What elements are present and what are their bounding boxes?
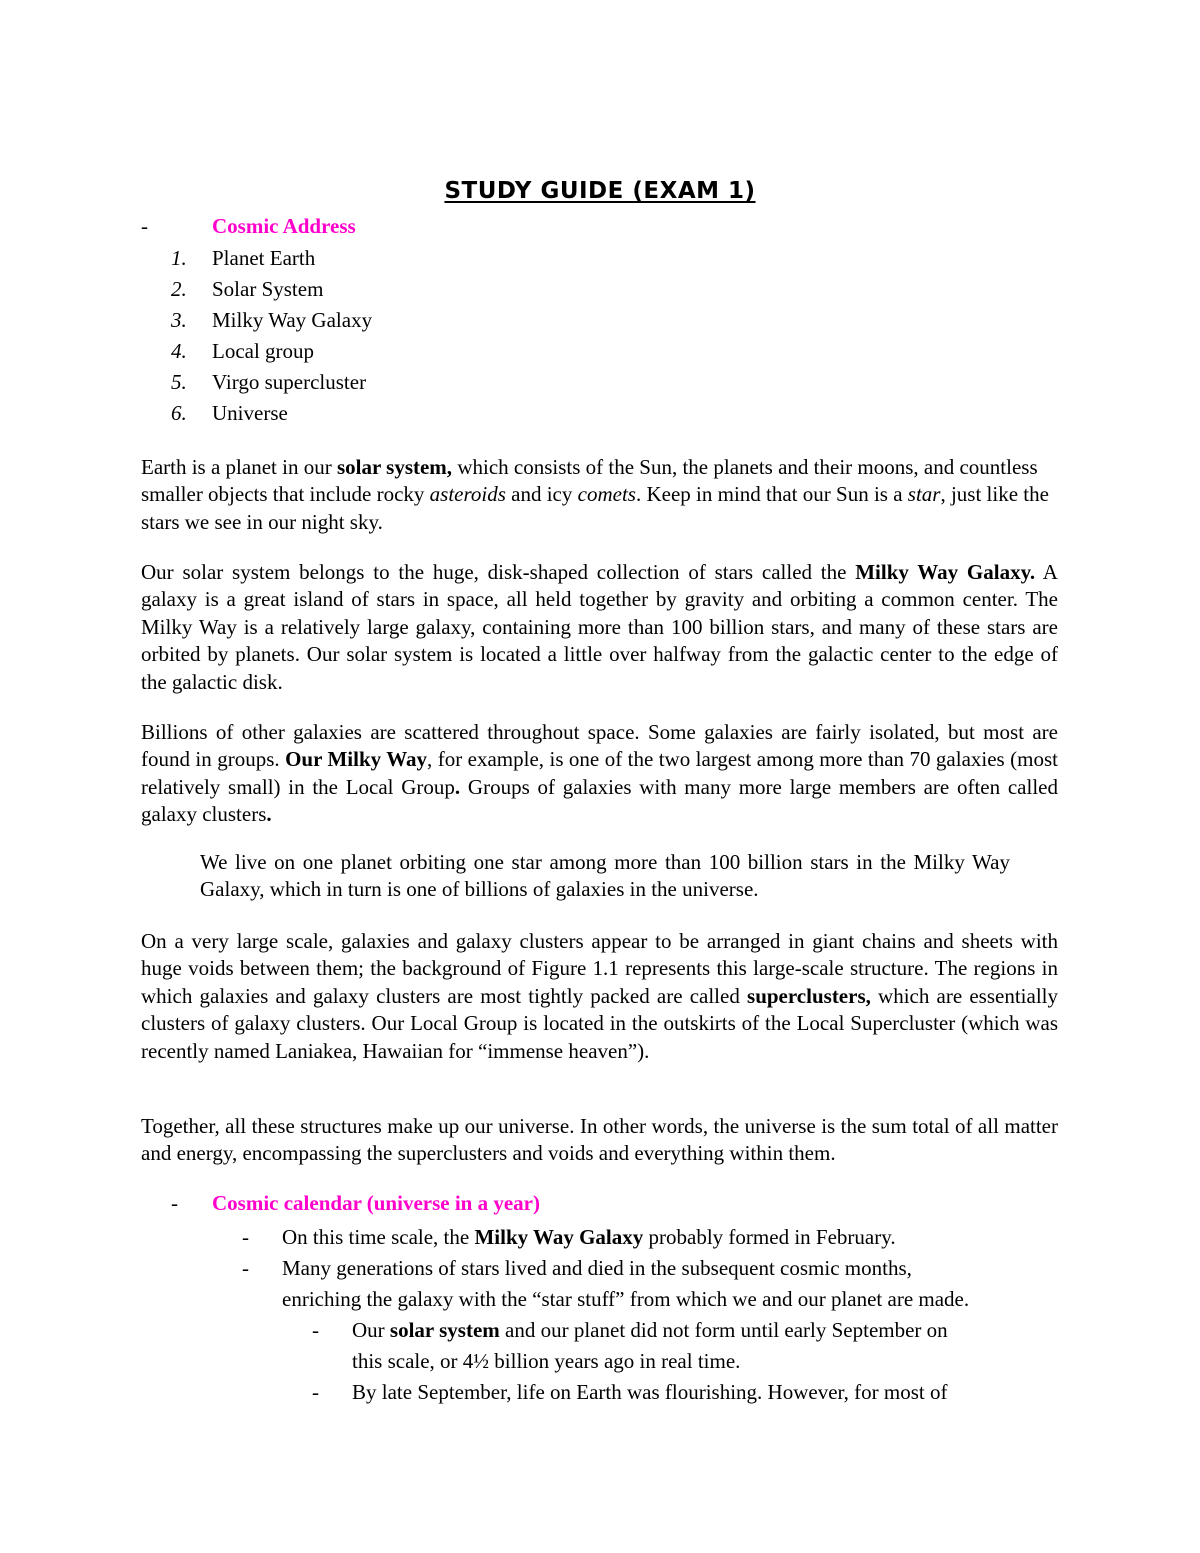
list-item [171,243,372,274]
block-quote: We live on one planet orbiting one star among more than 100 billion stars in the Milky Way Galaxy, which in turn is one of billions of galaxies in the universe. [200,850,1010,902]
section-heading-cosmic-address [141,214,356,239]
bold-term: . [266,802,272,827]
list-number: 2. [171,277,187,301]
text-run: Our [352,1318,390,1342]
text-run: A galaxy is a great island of stars in space, all held together by gravity and orbiting a common center. The Milky Way is a relatively large galaxy, containing more than 100 billion stars, and many of these stars are orbited by planets. Our solar system is located a little over halfway from the galactic center to the edge of the galactic disk. [141,560,1058,694]
list-number: 4. [171,339,187,363]
paragraph-superclusters [141,928,1058,1065]
list-number: 1. [171,246,187,270]
list-number: 3. [171,308,187,332]
text-run: enriching the galaxy with the “star stuff” from which we and our planet are made. [282,1286,970,1311]
text-run: Billions of other galaxies are scattered throughout space. Some galaxies are fairly isolated, but most are found in groups. [141,720,1058,772]
text-run: probably formed in February. [643,1225,896,1249]
text-run: Many generations of stars lived and died in the subsequent cosmic months, [282,1256,912,1280]
cosmic-address-list [171,243,372,429]
text-run: which consists of the Sun, the planets and their moons, and countless smaller objects that include rocky [141,455,1038,507]
text-run: and icy [505,482,578,507]
dash-marker: - [312,1380,319,1404]
list-item [171,274,372,305]
bold-term: Our Milky Way [285,747,428,772]
paragraph-milky-way [141,559,1058,696]
list-item [171,367,372,398]
list-item [171,305,372,336]
text-run: and our planet did not form until early September on [499,1318,948,1342]
list-item-label: Planet Earth [212,246,316,270]
paragraph-galaxies [141,719,1058,829]
paragraph-universe: Together, all these structures make up our universe. In other words, the universe is the sum total of all matter and energy, encompassing the superclusters and voids and everything within them. [141,1114,1058,1166]
section-heading-label: Cosmic Address [212,214,356,238]
list-number: 6. [171,401,187,425]
list-item-label: Local group [212,339,315,363]
section-heading-cosmic-calendar [171,1191,540,1216]
dash-marker: - [171,1191,178,1215]
list-item-label: Milky Way Galaxy [212,308,373,332]
text-run: , for example, is one of the two largest among more than 70 galaxies (most relatively small) in the Local Group [141,747,1058,799]
list-item [171,398,372,429]
dash-marker: - [242,1225,249,1249]
italic-term: asteroids [429,482,506,507]
page-title: STUDY GUIDE (EXAM 1) [444,178,756,204]
dash-marker: - [141,214,148,238]
text-run: Our solar system belongs to the huge, disk-shaped collection of stars called the [141,560,856,584]
paragraph-solar-system [141,454,1058,536]
list-item-label: Solar System [212,277,324,301]
text-run: this scale, or 4½ billion years ago in real time. [352,1348,741,1373]
text-run: Earth is a planet in our [141,455,337,479]
list-item-label: Virgo supercluster [212,370,367,394]
italic-term: comets [577,482,636,507]
list-number: 5. [171,370,187,394]
bullet-life-flourishing [312,1377,948,1408]
bullet-star-generations [242,1253,969,1314]
section-heading-label: Cosmic calendar (universe in a year) [212,1191,540,1215]
text-run: By late September, life on Earth was flourishing. However, for most of [352,1380,948,1404]
dash-marker: - [312,1318,319,1342]
bullet-solar-system-formed [312,1315,948,1376]
bold-term: Milky Way Galaxy. [855,560,1036,584]
list-item-label: Universe [212,401,288,425]
list-item [171,336,372,367]
text-run: Groups of galaxies with many more large members are often called galaxy clusters [141,774,1058,827]
text-run: which are essentially clusters of galaxy clusters. Our Local Group is located in the outskirts of the Local Supercluster (which was recently named Laniakea, Hawaiian for “immense heaven”). [141,983,1058,1063]
bold-term: superclusters, [747,983,871,1008]
bold-term: solar system [389,1318,500,1342]
bold-term: solar system, [336,455,453,479]
italic-term: star [907,482,941,507]
bullet-milky-way-formed [242,1222,896,1253]
text-run: On a very large scale, galaxies and galaxy clusters appear to be arranged in giant chains and sheets with huge voids between them; the background of Figure 1.1 represents this large-scale structure. The regions in which galaxies and galaxy clusters are most tightly packed are called [141,929,1058,1008]
text-run: . Keep in mind that our Sun is a [635,482,908,507]
text-run: , just like the stars we see in our night sky. [141,482,1049,534]
dash-marker: - [242,1256,249,1280]
bold-term: Milky Way Galaxy [474,1225,644,1249]
text-run: On this time scale, the [282,1225,475,1249]
bold-term: . [454,774,461,799]
